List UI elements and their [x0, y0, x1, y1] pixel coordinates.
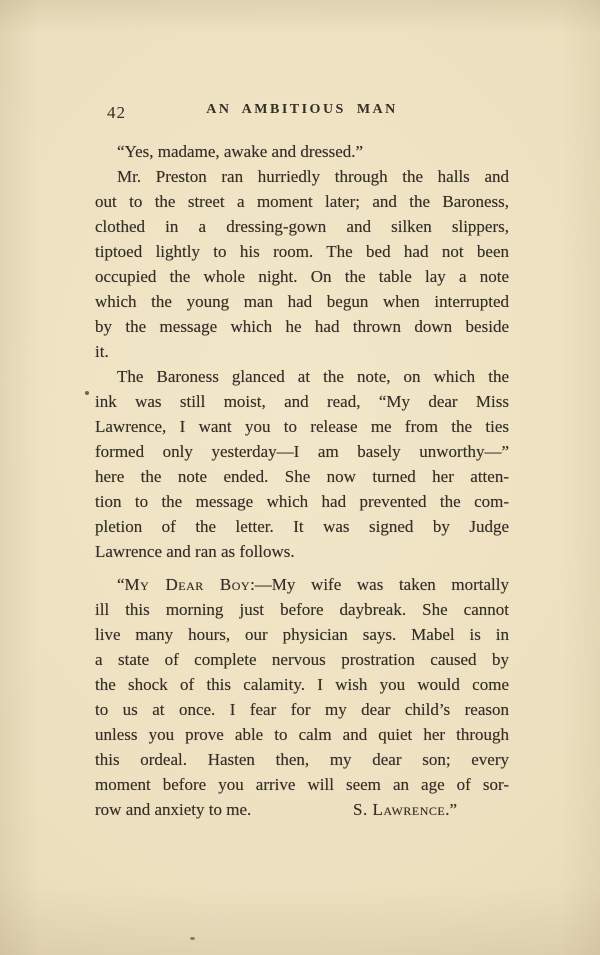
text-line: it. [95, 342, 109, 361]
text-line: moment before you arrive will seem an age of sor- [95, 775, 509, 794]
page-number: 42 [107, 103, 126, 122]
text-line: unless you prove able to calm and quiet her through [95, 725, 509, 744]
close-quote: .” [445, 800, 457, 819]
text-line: ill this morning just before daybreak. She cannot [95, 600, 509, 619]
text-line: The Baroness glanced at the note, on which the [117, 367, 509, 386]
text-line: Mr. Preston ran hurriedly through the halls and [117, 167, 509, 186]
text-line: a state of complete nervous prostration caused by [95, 650, 509, 669]
text-line: tion to the message which had prevented the com- [95, 492, 509, 511]
letter-signature-line [95, 797, 509, 822]
text-line: “Yes, madame, awake and dressed.” [117, 142, 364, 161]
running-head: AN AMBITIOUS MAN [206, 102, 398, 117]
text-line: tiptoed lightly to his room. The bed had not been [95, 242, 509, 261]
text-line: Lawrence and ran as follows. [95, 542, 295, 561]
ink-speck [190, 937, 195, 940]
text-line: occupied the whole night. On the table lay a note [95, 267, 509, 286]
letter-closing-text: row and anxiety to me. [95, 800, 252, 819]
letter-block [95, 572, 509, 822]
signature-name: S. Lawrence [352, 800, 446, 819]
letter-salutation: My Dear Boy [124, 575, 251, 594]
text-line: which the young man had begun when interrupted [95, 292, 509, 311]
text-line: clothed in a dressing-gown and silken slippers, [95, 217, 509, 236]
text-line: to us at once. I fear for my dear child’s reason [95, 700, 509, 719]
text-line: out to the street a moment later; and the Baroness, [95, 192, 509, 211]
open-quote: “ [117, 575, 125, 594]
letter-opening-rest: :—My wife was taken mortally [250, 575, 510, 594]
letter-opening-line [95, 572, 509, 597]
text-line: the shock of this calamity. I wish you would come [95, 675, 509, 694]
text-line: Lawrence, I want you to release me from the ties [95, 417, 509, 436]
text-line: this ordeal. Hasten then, my dear son; every [95, 750, 509, 769]
letter-signature [353, 797, 457, 822]
text-line: pletion of the letter. It was signed by Judge [95, 517, 509, 536]
ink-speck [85, 391, 89, 395]
text-line: formed only yesterday—I am basely unworthy—” [95, 442, 509, 461]
text-line: ink was still moist, and read, “My dear Miss [95, 392, 509, 411]
text-line: by the message which he had thrown down beside [95, 317, 509, 336]
text-line: live many hours, our physician says. Mabel is in [95, 625, 509, 644]
page-header [95, 102, 509, 122]
text-line: here the note ended. She now turned her atten- [95, 467, 509, 486]
text-block [95, 139, 509, 822]
